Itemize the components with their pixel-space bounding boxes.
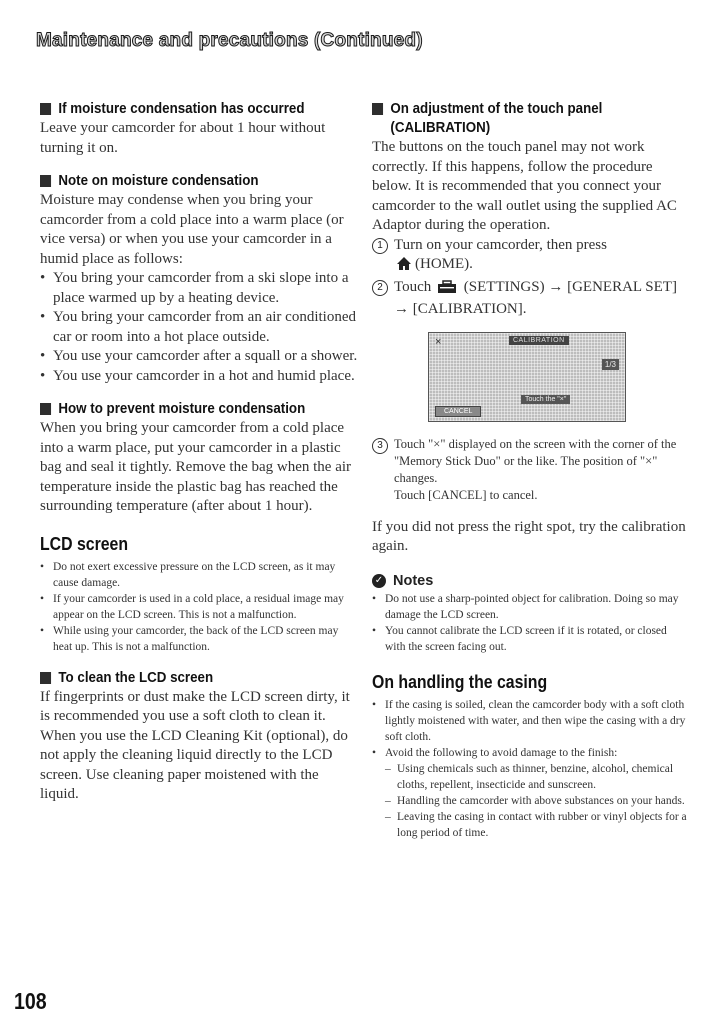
list-item: • While using your camcorder, the back of the LCD screen may heat up. This is not a malfunction. bbox=[40, 623, 360, 655]
bullet-list bbox=[40, 269, 360, 386]
heading-text: How to prevent moisture condensation bbox=[58, 401, 306, 417]
list-item bbox=[372, 745, 690, 761]
dash-list bbox=[385, 761, 690, 841]
heading-text: If moisture condensation has occurred bbox=[58, 101, 305, 117]
step-text: (HOME). bbox=[415, 256, 473, 272]
section-heading bbox=[372, 100, 688, 138]
list-item: • If your camcorder is used in a cold place, a residual image may appear on the LCD screen. This is not a malfunction. bbox=[40, 591, 360, 623]
section-heading bbox=[40, 400, 358, 419]
right-column bbox=[372, 100, 690, 841]
list-item: • You use your camcorder in a hot and humid place. bbox=[40, 367, 360, 387]
page-header-title: Maintenance and precautions (Continued) bbox=[36, 30, 423, 51]
left-column bbox=[40, 100, 360, 805]
list-item: – Handling the camcorder with above substances on your hands. bbox=[385, 793, 690, 809]
list-item: • If the casing is soiled, clean the camcorder body with a soft cloth lightly moistened with water, and then wipe the casing with a dry soft cloth. bbox=[372, 697, 690, 745]
paragraph: If you did not press the right spot, try the calibration again. bbox=[372, 518, 686, 554]
list-item-text: Avoid the following to avoid damage to the finish: bbox=[385, 746, 618, 759]
calibration-x-mark: × bbox=[435, 335, 442, 348]
step-2 bbox=[372, 278, 690, 320]
calibration-hint: Touch the "×" bbox=[521, 395, 570, 404]
list-item: • You use your camcorder after a squall or a shower. bbox=[40, 347, 360, 367]
section-heading bbox=[40, 172, 358, 191]
calibration-page-counter: 1/3 bbox=[602, 359, 619, 370]
list-item: • You bring your camcorder from a ski slope into a place warmed up by a heating device. bbox=[40, 269, 360, 308]
paragraph: The buttons on the touch panel may not work correctly. If this happens, follow the procedure below. It is recommended that you connect your camcorder to the wall outlet using the supplied AC Adaptor during the operation. bbox=[372, 139, 677, 233]
step-text: Touch [CANCEL] to cancel. bbox=[394, 487, 538, 502]
step-number: 3 bbox=[372, 438, 388, 454]
bullet-list bbox=[40, 559, 360, 655]
page-number: 108 bbox=[14, 988, 47, 1014]
square-bullet-icon bbox=[40, 103, 51, 115]
calibration-cancel-button: CANCEL bbox=[435, 406, 481, 417]
square-bullet-icon bbox=[40, 175, 51, 187]
home-icon bbox=[396, 256, 412, 278]
bullet-list bbox=[372, 697, 690, 761]
step-text: Touch bbox=[394, 278, 432, 295]
list-item: – Using chemicals such as thinner, benzine, alcohol, chemical cloths, repellent, insecticide and sunscreen. bbox=[385, 761, 690, 793]
section-heading bbox=[40, 100, 358, 119]
settings-toolbox-icon bbox=[437, 280, 457, 301]
lcd-screen-heading: LCD screen bbox=[40, 533, 129, 554]
step-text: Touch "×" displayed on the screen with the corner of the "Memory Stick Duo" or the like. The position of "×" changes. bbox=[394, 436, 677, 485]
step-text: (SETTINGS) → [GENERAL SET] → [CALIBRATION]. bbox=[394, 278, 677, 317]
list-item: – Leaving the casing in contact with rubber or vinyl objects for a long period of time. bbox=[385, 809, 690, 841]
list-item: • Do not exert excessive pressure on the LCD screen, as it may cause damage. bbox=[40, 559, 360, 591]
heading-text: To clean the LCD screen bbox=[58, 669, 214, 686]
list-item: • You bring your camcorder from an air conditioned car or room into a hot place outside. bbox=[40, 308, 360, 347]
square-bullet-icon bbox=[372, 103, 383, 115]
list-item: • Do not use a sharp-pointed object for calibration. Doing so may damage the LCD screen. bbox=[372, 591, 690, 623]
notes-icon: ✓ bbox=[372, 574, 386, 588]
square-bullet-icon bbox=[40, 403, 51, 415]
step-text: Turn on your camcorder, then press bbox=[394, 236, 607, 253]
step-number: 1 bbox=[372, 238, 388, 254]
heading-text: Note on moisture condensation bbox=[58, 173, 259, 189]
paragraph: Leave your camcorder for about 1 hour without turning it on. bbox=[40, 120, 326, 156]
heading-text: On adjustment of the touch panel (CALIBRATION) bbox=[390, 101, 603, 136]
paragraph: When you bring your camcorder from a cold place into a warm place, put your camcorder in a plastic bag and seal it tightly. Remove the bag when the air temperature inside the plastic bag has reached the surrounding temperature (after about 1 hour). bbox=[40, 420, 352, 514]
notes-heading bbox=[372, 571, 690, 591]
section-heading bbox=[40, 669, 358, 688]
paragraph: Moisture may condense when you bring your camcorder from a cold place into a warm place (or vice versa) or when you use your camcorder in a humid place as follows: bbox=[40, 192, 344, 267]
step-1 bbox=[372, 236, 690, 278]
calibration-screen-illustration bbox=[428, 332, 626, 422]
step-3 bbox=[372, 436, 690, 504]
bullet-list bbox=[372, 591, 690, 655]
calibration-screen-title: CALIBRATION bbox=[509, 336, 569, 345]
square-bullet-icon bbox=[40, 672, 51, 684]
step-number: 2 bbox=[372, 280, 388, 296]
heading-text: Notes bbox=[393, 572, 434, 589]
casing-heading: On handling the casing bbox=[372, 671, 548, 692]
list-item: • You cannot calibrate the LCD screen if it is rotated, or closed with the screen facing out. bbox=[372, 623, 690, 655]
paragraph: If fingerprints or dust make the LCD screen dirty, it is recommended you use a soft cloth to clean it. When you use the LCD Cleaning Kit (optional), do not apply the cleaning liquid directly to the LCD screen. Use cleaning paper moistened with the liquid. bbox=[40, 688, 350, 802]
